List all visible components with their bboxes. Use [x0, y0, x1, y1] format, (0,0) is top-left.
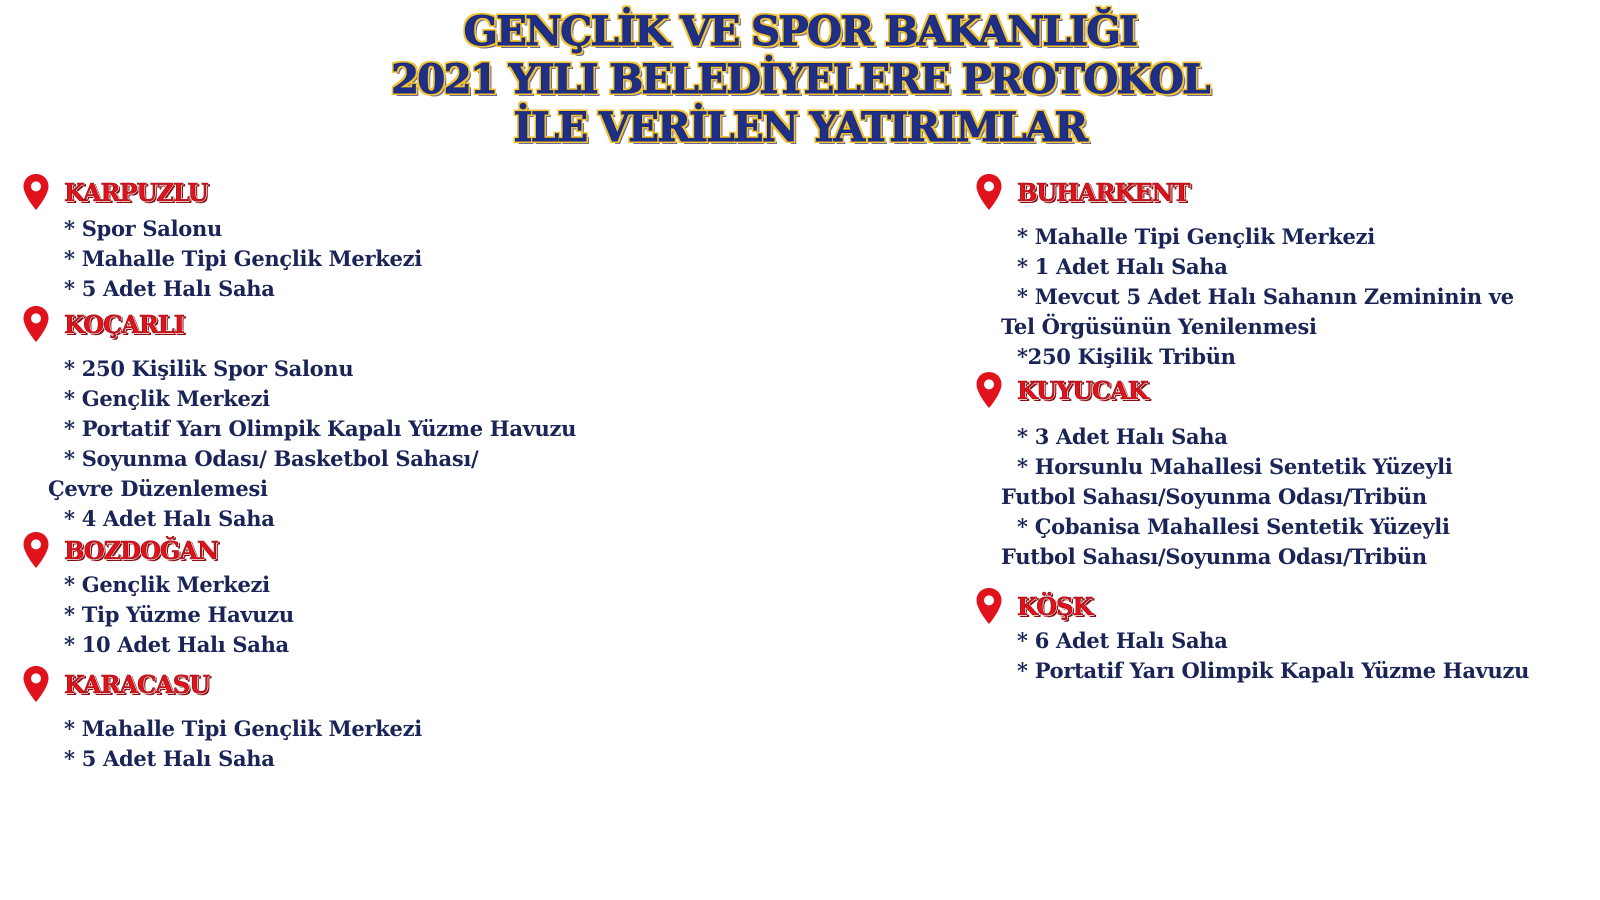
investment-item [1001, 512, 1452, 572]
investment-item [64, 244, 422, 274]
investment-item-text: * 5 Adet Halı Saha [64, 276, 275, 301]
district-köşk [975, 586, 1529, 686]
investment-item-text: *250 Kişilik Tribün [1017, 344, 1236, 369]
investment-item-text: * 5 Adet Halı Saha [64, 746, 275, 771]
investment-item [64, 744, 422, 774]
investment-item-text: * Mahalle Tipi Gençlik Merkezi [64, 246, 422, 271]
investment-item-text: * Portatif Yarı Olimpik Kapalı Yüzme Havuzu [64, 416, 577, 441]
district-name: BOZDOĞAN [64, 535, 218, 565]
investment-item-continuation: Tel Örgüsünün Yenilenmesi [1001, 314, 1317, 339]
investment-list [975, 626, 1529, 686]
investment-list [22, 354, 576, 534]
page-title [0, 8, 1600, 152]
investment-item [1017, 422, 1452, 452]
district-header [22, 530, 294, 570]
map-pin-icon [22, 665, 50, 703]
investment-item-text: * 3 Adet Halı Saha [1017, 424, 1228, 449]
investment-list [22, 214, 422, 304]
investment-item [1001, 452, 1453, 512]
investment-item-text: * Gençlik Merkezi [64, 572, 270, 597]
district-name: KOÇARLI [64, 309, 184, 339]
district-bozdoğan [22, 530, 294, 660]
district-karpuzlu [22, 172, 422, 304]
district-name: KARACASU [64, 669, 210, 699]
investment-item-text: * Mahalle Tipi Gençlik Merkezi [64, 716, 422, 741]
district-name: BUHARKENT [1017, 177, 1190, 207]
investment-item-text: * Portatif Yarı Olimpik Kapalı Yüzme Havuzu [1017, 658, 1530, 683]
investment-item-text: * Soyunma Odası/ Basketbol Sahası/ [64, 446, 479, 471]
district-karacasu [22, 664, 422, 774]
investment-item-text: * Spor Salonu [64, 216, 222, 241]
district-header [22, 664, 422, 704]
investment-item [1017, 252, 1514, 282]
investment-item-text: * Mahalle Tipi Gençlik Merkezi [1017, 224, 1375, 249]
map-pin-icon [975, 587, 1003, 625]
investment-item-text: * Horsunlu Mahallesi Sentetik Yüzeyli [1017, 454, 1453, 479]
investment-item [64, 414, 576, 444]
title-line-2: 2021 YILI BELEDİYELERE PROTOKOL [391, 56, 1209, 103]
district-koçarli [22, 304, 576, 534]
investment-item [1017, 222, 1514, 252]
district-buharkent [975, 172, 1514, 372]
investment-item-text: * Tip Yüzme Havuzu [64, 602, 294, 627]
title-line-1: GENÇLİK VE SPOR BAKANLIĞI [463, 8, 1137, 55]
investment-item-text: * 250 Kişilik Spor Salonu [64, 356, 354, 381]
investment-item [64, 274, 422, 304]
district-header [22, 172, 422, 212]
investment-item-continuation: Futbol Sahası/Soyunma Odası/Tribün [1001, 484, 1427, 509]
district-header [975, 586, 1529, 626]
investment-item-continuation: Futbol Sahası/Soyunma Odası/Tribün [1001, 544, 1427, 569]
investment-item-text: * 6 Adet Halı Saha [1017, 628, 1228, 653]
map-pin-icon [975, 173, 1003, 211]
district-name: KÖŞK [1017, 591, 1093, 621]
investment-list [975, 422, 1452, 572]
investment-item-text: * 10 Adet Halı Saha [64, 632, 289, 657]
investment-item [1017, 342, 1514, 372]
investment-item [1001, 282, 1514, 342]
investment-item [64, 384, 576, 414]
district-name: KUYUCAK [1017, 375, 1148, 405]
investment-item [48, 444, 576, 504]
investment-item [1017, 656, 1529, 686]
investment-item [64, 214, 422, 244]
investment-item [64, 714, 422, 744]
district-name: KARPUZLU [64, 177, 208, 207]
district-header [975, 172, 1514, 212]
investment-item-continuation: Çevre Düzenlemesi [48, 476, 268, 501]
district-header [22, 304, 576, 344]
investment-item-text: * Gençlik Merkezi [64, 386, 270, 411]
map-pin-icon [22, 173, 50, 211]
district-header [975, 370, 1452, 410]
investment-list [22, 714, 422, 774]
investment-item [64, 570, 294, 600]
investment-item-text: * 1 Adet Halı Saha [1017, 254, 1228, 279]
investment-item [1017, 626, 1529, 656]
investment-item-text: * 4 Adet Halı Saha [64, 506, 275, 531]
map-pin-icon [22, 305, 50, 343]
map-pin-icon [22, 531, 50, 569]
map-pin-icon [975, 371, 1003, 409]
investment-list [975, 222, 1514, 372]
investment-item [64, 354, 576, 384]
title-line-3: İLE VERİLEN YATIRIMLAR [513, 104, 1087, 151]
investment-item-text: * Çobanisa Mahallesi Sentetik Yüzeyli [1017, 514, 1450, 539]
investment-list [22, 570, 294, 660]
district-kuyucak [975, 370, 1452, 572]
investment-item-text: * Mevcut 5 Adet Halı Sahanın Zemininin ve [1017, 284, 1514, 309]
investment-item [64, 600, 294, 630]
investment-item [64, 630, 294, 660]
